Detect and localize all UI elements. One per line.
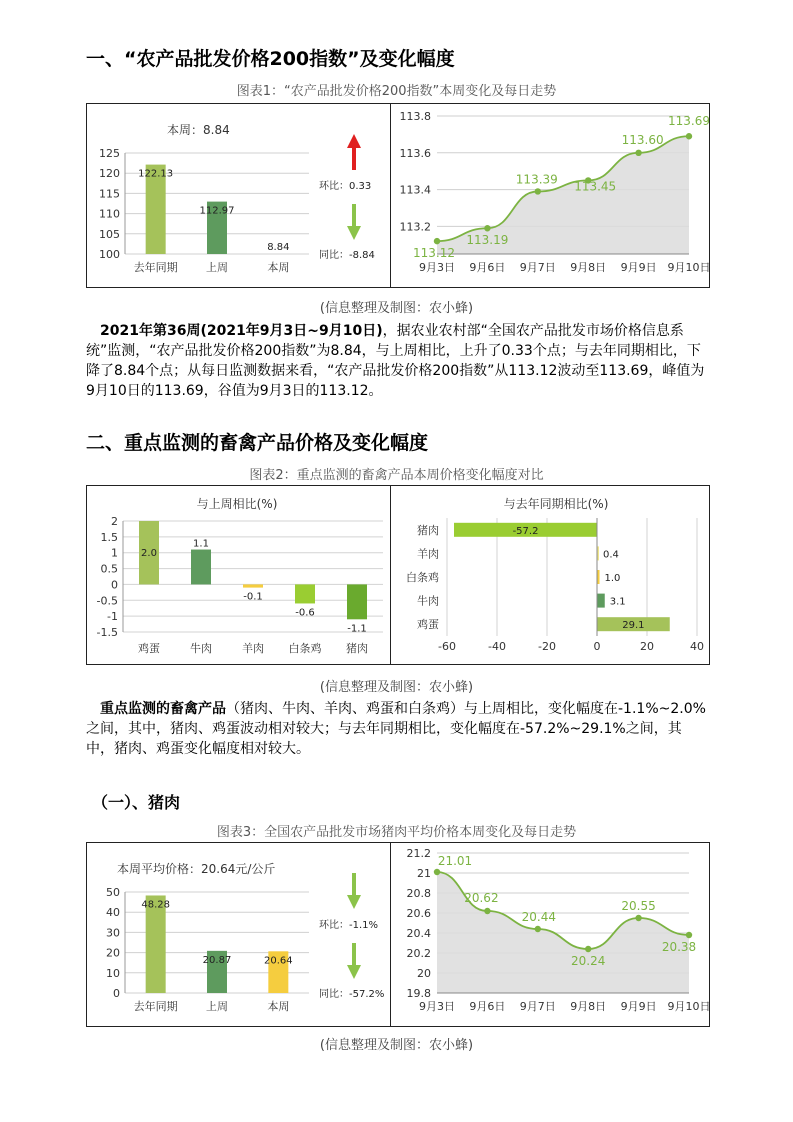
figure2-caption: 图表2：重点监测的畜禽产品本周价格变化幅度对比 — [249, 468, 544, 483]
figure2-wow-chart — [87, 486, 390, 664]
x-tick-label: -20 — [538, 640, 556, 653]
x-tick-label: 9月6日 — [469, 261, 506, 274]
x-tick-label: 9月9日 — [620, 1000, 657, 1013]
figure3-bar-panel — [86, 842, 391, 1027]
x-tick-label: 9月3日 — [419, 1000, 455, 1013]
x-tick-label: 0 — [593, 640, 601, 653]
chart-title: 本周：8.84 — [167, 123, 230, 137]
y-tick-label: 1 — [111, 546, 118, 560]
bar-value-label: -57.2 — [512, 525, 539, 537]
x-tick-label: 9月8日 — [570, 261, 607, 274]
bar-value-label: 20.64 — [264, 955, 293, 967]
data-point — [434, 238, 440, 244]
point-label: 20.62 — [464, 891, 499, 905]
section1-paragraph-bold: 2021年第36周(2021年9月3日~9月10日) — [100, 323, 383, 339]
bar — [243, 584, 263, 587]
y-tick-label: 10 — [106, 966, 120, 980]
figure2-yoy-chart — [391, 486, 709, 664]
point-label: 20.44 — [521, 910, 556, 924]
y-tick-label: 30 — [106, 926, 120, 940]
figure1-bar-panel — [86, 103, 391, 288]
x-tick-label: 9月3日 — [419, 261, 455, 274]
y-tick-label: 20 — [106, 946, 120, 960]
y-tick-label: 113.2 — [399, 220, 431, 234]
down-green-arrow — [347, 965, 361, 979]
y-tick-label: -1 — [107, 610, 118, 624]
y-tick-label: 125 — [99, 147, 120, 160]
section2-paragraph-bold: 重点监测的畜禽产品 — [100, 701, 226, 717]
data-point — [635, 915, 641, 921]
up-red-arrow — [352, 146, 356, 170]
yoy-label: 同比：-57.2% — [319, 989, 385, 1000]
y-tick-label: 21.2 — [406, 847, 431, 860]
chart-title: 与上周相比(%) — [196, 497, 278, 511]
bar — [191, 550, 211, 585]
y-tick-label: 0 — [111, 578, 118, 592]
data-point — [535, 188, 541, 194]
point-label: 113.69 — [668, 114, 709, 129]
y-tick-label: 120 — [99, 167, 120, 181]
y-tick-label: 20.2 — [406, 947, 431, 960]
bar-value-label: 122.13 — [138, 168, 174, 180]
down-green-arrow — [352, 943, 356, 967]
figure1-line-panel — [390, 103, 710, 288]
section2-heading: 二、重点监测的畜禽产品价格及变化幅度 — [86, 432, 429, 454]
bar-value-label: 3.1 — [609, 596, 626, 608]
y-tick-label: 40 — [106, 906, 120, 920]
y-tick-label: -0.5 — [96, 594, 118, 608]
data-point — [535, 926, 541, 932]
yoy-label: 同比：-8.84 — [319, 250, 375, 261]
x-tick-label: -40 — [488, 640, 506, 653]
y-tick-label: 1.5 — [100, 530, 118, 544]
y-tick-label: 0 — [113, 987, 120, 1000]
down-green-arrow — [352, 873, 356, 897]
bar-value-label: 112.97 — [199, 205, 235, 217]
x-tick-label: 白条鸡 — [288, 642, 322, 655]
bar-value-label: 8.84 — [267, 242, 290, 253]
point-label: 113.12 — [413, 246, 455, 261]
x-tick-label: 本周 — [267, 1000, 290, 1013]
chart-title: 与去年同期相比(%) — [503, 497, 609, 511]
figure1-line-chart — [391, 104, 709, 287]
figure1-caption: 图表1：“农产品批发价格200指数”本周变化及每日走势 — [236, 84, 557, 99]
point-label: 113.60 — [621, 132, 664, 147]
figure3-line-chart — [391, 843, 709, 1026]
x-tick-label: 9月9日 — [620, 261, 657, 274]
y-tick-label: 20.8 — [406, 887, 431, 900]
mom-label: 环比：0.33 — [319, 181, 372, 192]
data-point — [686, 133, 692, 139]
figure3-bar-chart — [87, 843, 390, 1026]
y-tick-label: 20.4 — [406, 927, 431, 940]
down-green-arrow — [347, 226, 361, 240]
y-tick-label: 21 — [417, 867, 431, 880]
mom-label: 环比：-1.1% — [319, 920, 379, 931]
x-tick-label: 9月6日 — [469, 1000, 506, 1013]
data-point — [434, 869, 440, 875]
point-label: 20.55 — [621, 899, 656, 913]
figure1-bar-chart — [87, 104, 390, 287]
point-label: 113.39 — [515, 172, 558, 187]
x-tick-label: 9月10日 — [667, 261, 709, 274]
x-tick-label: 猪肉 — [346, 642, 368, 655]
data-point — [484, 225, 490, 231]
point-label: 113.45 — [574, 179, 617, 194]
y-tick-label: 0.5 — [100, 562, 118, 576]
y-tick-label: 2 — [111, 515, 118, 528]
section1-paragraph — [86, 321, 708, 401]
section1-paragraph-text: ，据农业农村部“全国农产品批发市场价格信息系统”监测，“农产品批发价格200指数”为8.84，与上周相比，上升了0.33个点；与去年同期相比，下降了8.84个点；从每日监测数据来看，“农产品批发价格200指数”从113.12波动至113.69，峰值为9月10日的113.69，谷值为9月3日的113.12。 — [86, 323, 705, 399]
bar — [295, 584, 315, 603]
bar-value-label: 48.28 — [141, 899, 170, 911]
x-tick-label: 9月7日 — [519, 261, 556, 274]
y-tick-label: 白条鸡 — [406, 571, 439, 584]
down-green-arrow — [352, 204, 356, 228]
point-label: 20.38 — [661, 940, 697, 954]
x-tick-label: 羊肉 — [242, 642, 264, 655]
bar-value-label: 2.0 — [141, 548, 157, 559]
x-tick-label: -60 — [438, 640, 456, 653]
section2-paragraph-text: （猪肉、牛肉、羊肉、鸡蛋和白条鸡）与上周相比，变化幅度在-1.1%~2.0%之间，其中，猪肉、鸡蛋波动相对较大；与去年同期相比，变化幅度在-57.2%~29.1%之间，其中，猪肉、鸡蛋变化幅度相对较大。 — [86, 701, 706, 757]
bar-value-label: 1.1 — [193, 538, 209, 550]
bar-value-label: 0.4 — [603, 549, 619, 561]
bar-value-label: 1.0 — [604, 573, 621, 584]
y-tick-label: 113.4 — [399, 183, 431, 197]
y-tick-label: 100 — [99, 248, 120, 261]
y-tick-label: 115 — [99, 187, 120, 201]
chart-title: 本周平均价格：20.64元/公斤 — [117, 862, 276, 876]
figure2-wow-panel — [86, 485, 391, 665]
point-label: 113.19 — [466, 233, 509, 248]
figure2-source: (信息整理及制图：农小蜂) — [319, 680, 474, 695]
y-tick-label: -1.5 — [96, 626, 118, 639]
data-point — [585, 946, 591, 952]
bar-value-label: -0.6 — [295, 607, 315, 619]
bar-value-label: -0.1 — [243, 591, 263, 603]
figure3-line-panel — [390, 842, 710, 1027]
y-tick-label: 20.6 — [406, 907, 431, 920]
figure1-source: (信息整理及制图：农小蜂) — [319, 301, 474, 316]
x-tick-label: 去年同期 — [133, 261, 178, 274]
x-tick-label: 去年同期 — [133, 1000, 178, 1013]
x-tick-label: 9月7日 — [519, 1000, 556, 1013]
x-tick-label: 9月10日 — [667, 1000, 709, 1013]
data-point — [484, 908, 490, 914]
bar-value-label: -1.1 — [347, 623, 367, 635]
data-point — [686, 932, 692, 938]
y-tick-label: 110 — [99, 207, 120, 221]
bar-value-label: 20.87 — [202, 954, 232, 966]
bar — [597, 594, 605, 608]
point-label: 20.24 — [571, 954, 606, 968]
x-tick-label: 20 — [640, 640, 654, 653]
figure3-source: (信息整理及制图：农小蜂) — [319, 1038, 474, 1053]
x-tick-label: 40 — [690, 640, 704, 653]
section2-paragraph — [86, 699, 708, 759]
x-tick-label: 鸡蛋 — [138, 642, 160, 655]
down-green-arrow — [347, 895, 361, 909]
y-tick-label: 牛肉 — [417, 594, 439, 608]
x-tick-label: 牛肉 — [190, 642, 212, 655]
y-tick-label: 羊肉 — [417, 547, 439, 561]
bar-value-label: 29.1 — [622, 620, 645, 632]
y-tick-label: 105 — [99, 227, 120, 241]
y-tick-label: 20 — [417, 967, 431, 980]
x-tick-label: 本周 — [267, 261, 290, 274]
section1-heading: 一、“农产品批发价格200指数”及变化幅度 — [86, 48, 455, 70]
y-tick-label: 猪肉 — [417, 523, 439, 537]
data-point — [635, 150, 641, 156]
point-label: 21.01 — [437, 854, 473, 868]
y-tick-label: 19.8 — [406, 987, 431, 1000]
y-tick-label: 113.8 — [399, 110, 431, 123]
x-tick-label: 9月8日 — [570, 1000, 607, 1013]
y-tick-label: 50 — [106, 886, 120, 899]
up-red-arrow — [347, 134, 361, 148]
y-tick-label: 鸡蛋 — [417, 618, 439, 632]
section3-heading: （一）、猪肉 — [92, 793, 181, 812]
y-tick-label: 113.6 — [399, 146, 431, 160]
figure3-caption: 图表3：全国农产品批发市场猪肉平均价格本周变化及每日走势 — [216, 825, 577, 840]
x-tick-label: 上周 — [206, 1000, 228, 1013]
bar — [347, 584, 367, 619]
figure2-yoy-panel — [390, 485, 710, 665]
x-tick-label: 上周 — [206, 261, 228, 274]
